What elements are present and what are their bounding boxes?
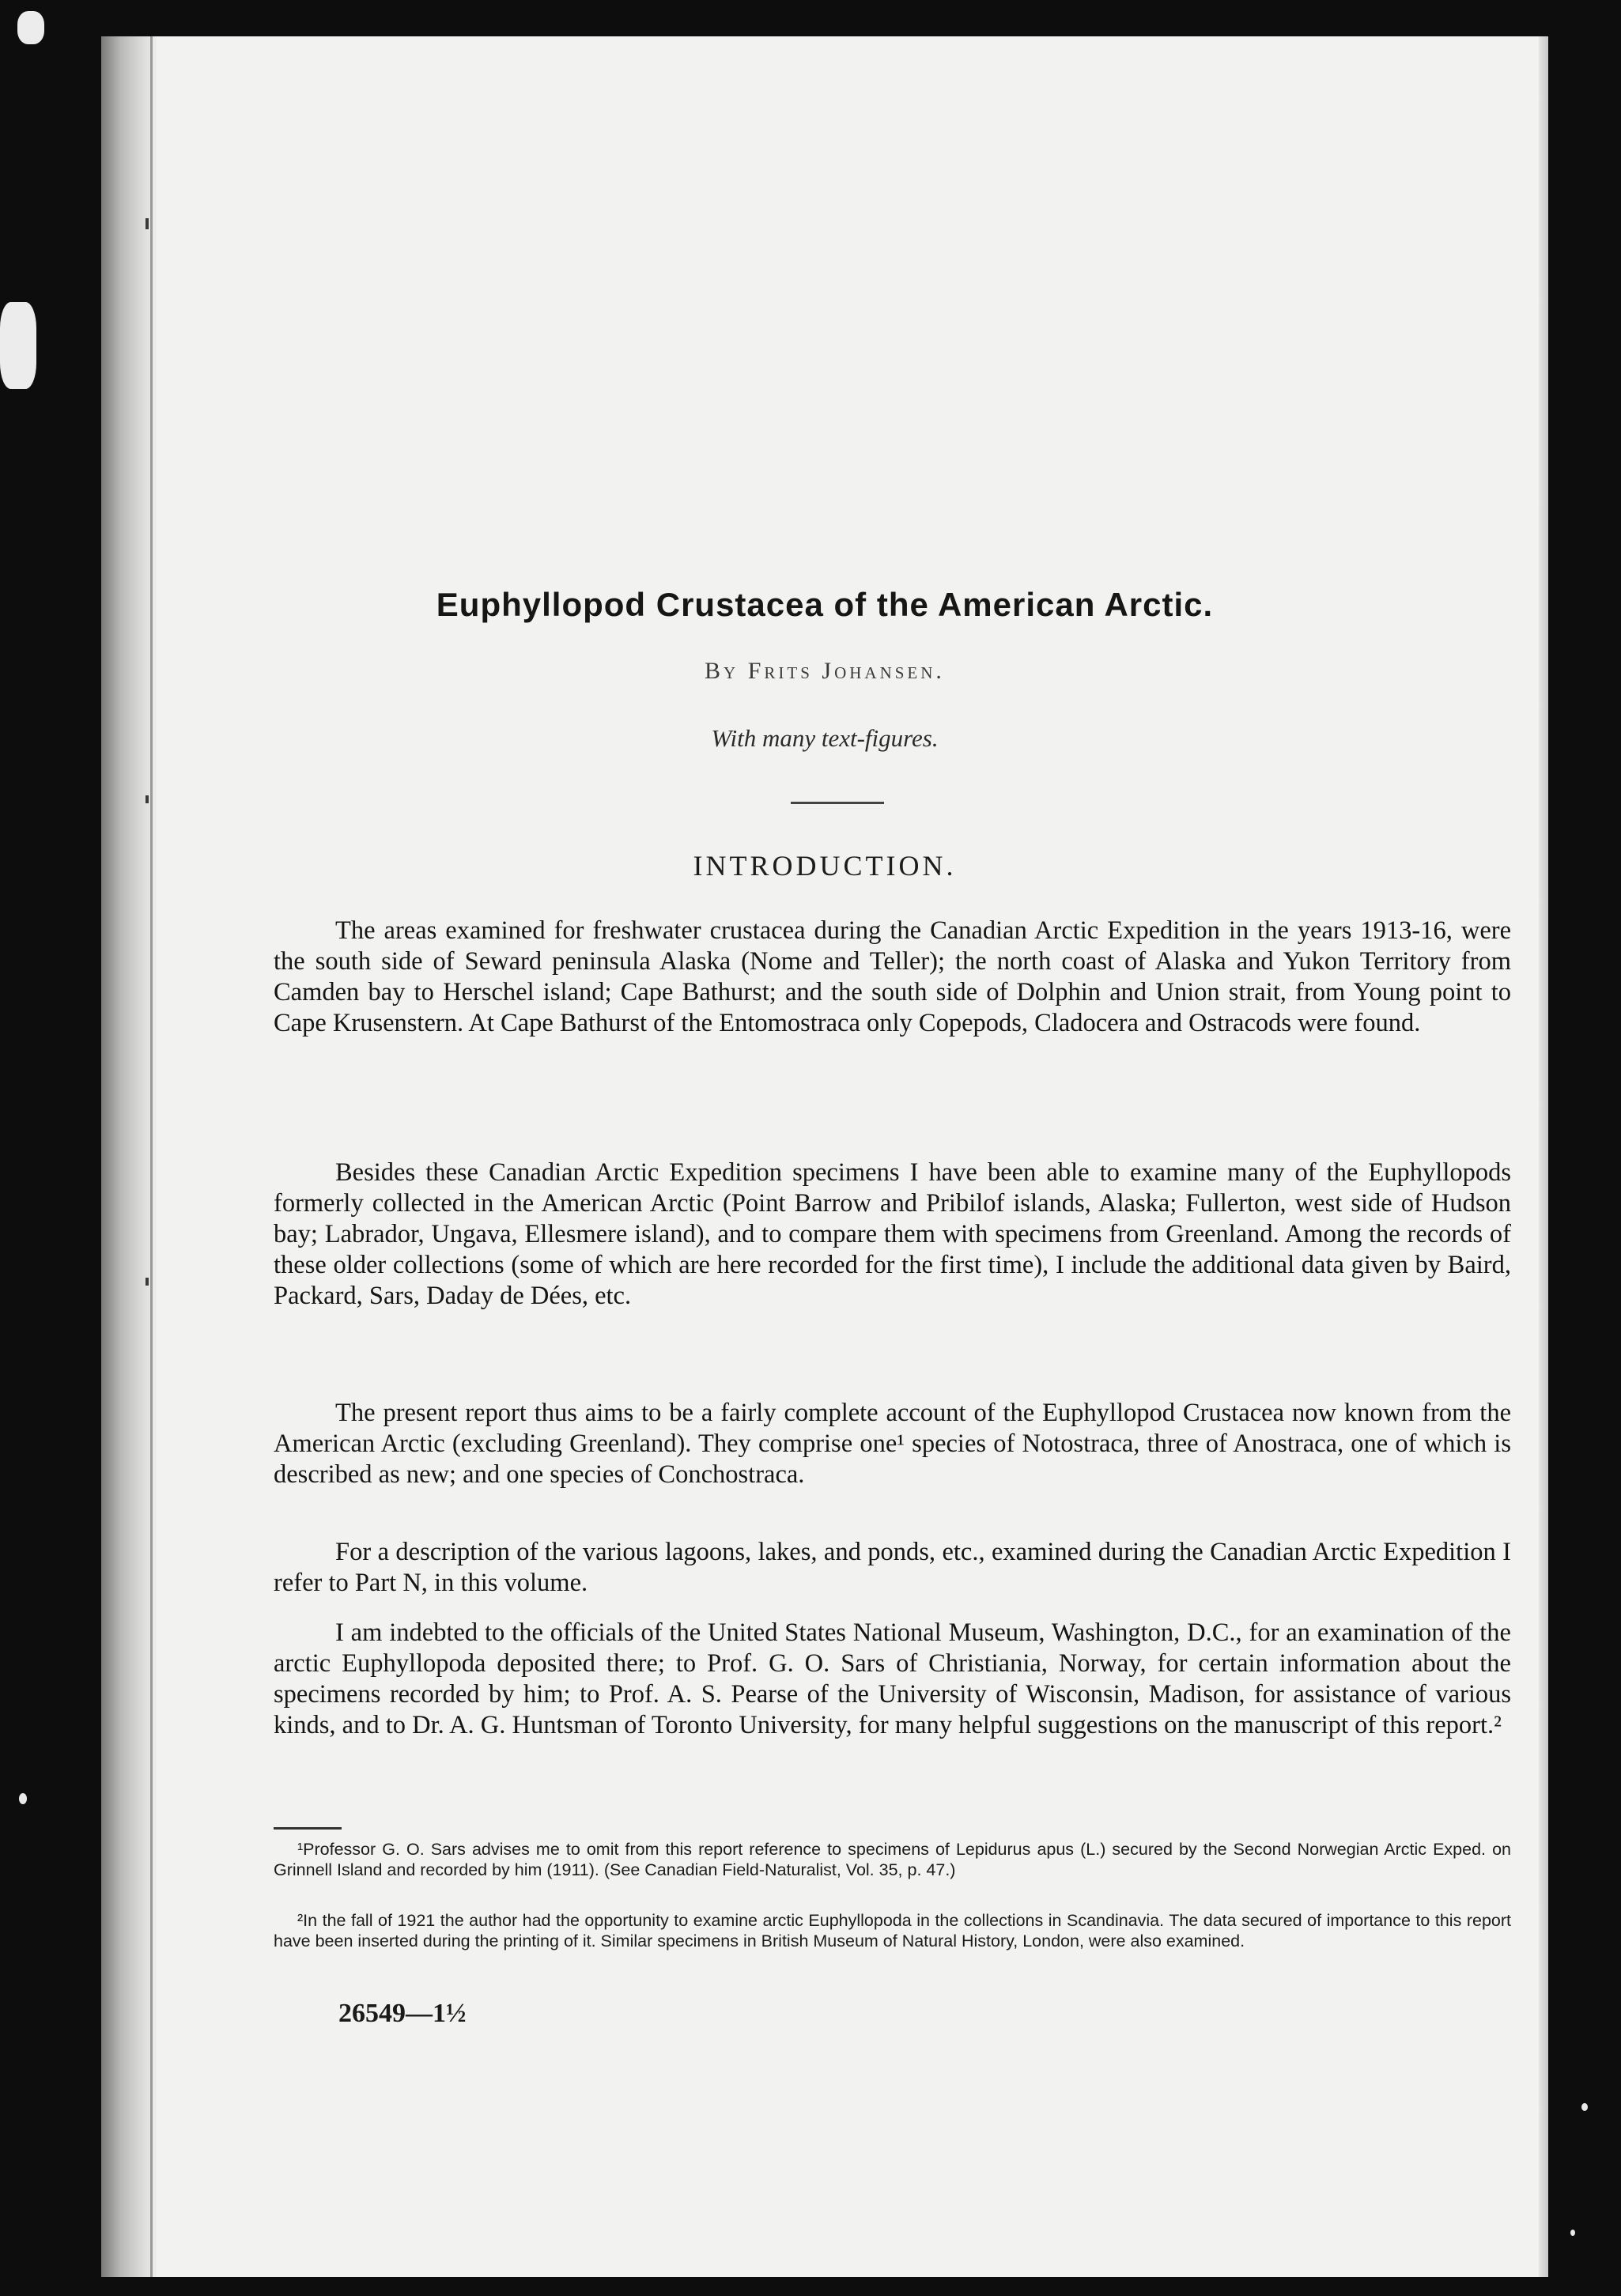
footnote-divider bbox=[274, 1827, 342, 1830]
scan-artifact-left-edge bbox=[0, 302, 36, 389]
scan-artifact-top-left bbox=[17, 11, 44, 44]
printer-signature-mark: 26549—1½ bbox=[338, 1999, 467, 2028]
paragraph-acknowledgements: I am indebted to the officials of the United States National Museum, Washington, D.C., for an examination of the arctic Euphyllopoda deposited there; to Prof. G. O. Sars of Christiania, Norway, for certain information about the specimens recorded by him; to Prof. A. S. Pearse of the University of Wisconsin, Madison, for assistance of various kinds, and to Dr. A. G. Huntsman of Toronto University, for many helpful suggestions on the manuscript of this report.² bbox=[274, 1618, 1511, 1739]
section-heading: INTRODUCTION. bbox=[693, 850, 957, 882]
author-byline: By Frits Johansen. bbox=[705, 658, 945, 684]
article-title: Euphyllopod Crustacea of the American Arctic. bbox=[436, 586, 1214, 623]
margin-mark bbox=[145, 1278, 149, 1286]
margin-mark bbox=[145, 795, 149, 803]
footnote-2: ²In the fall of 1921 the author had the opportunity to examine arctic Euphyllopoda in the collections in Scandinavia. The data secured of importance to this report have been inserted during the printing of it. Similar specimens in British Museum of Natural History, London, were also examined. bbox=[274, 1911, 1511, 1950]
paragraph-specimens: Besides these Canadian Arctic Expedition specimens I have been able to examine many of the Euphyllopods formerly collected in the American Arctic (Point Barrow and Pribilof islands, Alaska; Fullerton, west side of Hudson bay; Labrador, Ungava, Ellesmere island), and to compare them with specimens from Greenland. Among the records of these older collections (some of which are here recorded for the first time), I include the additional data given by Baird, Packard, Sars, Daday de Dées, etc. bbox=[274, 1158, 1511, 1310]
page-gutter-line bbox=[150, 36, 153, 2277]
scan-speck bbox=[1581, 2103, 1588, 2111]
scan-speck bbox=[19, 1793, 27, 1804]
document-page bbox=[101, 36, 1548, 2277]
page-gutter-shadow bbox=[101, 36, 157, 2277]
footnote-1: ¹Professor G. O. Sars advises me to omit from this report reference to specimens of Lepidurus apus (L.) secured by the Second Norwegian Arctic Exped. on Grinnell Island and recorded by him (1911). (See Canadian Field-Naturalist, Vol. 35, p. 47.) bbox=[274, 1840, 1511, 1879]
article-subtitle: With many text-figures. bbox=[711, 724, 939, 752]
paragraph-report-aims: The present report thus aims to be a fairly complete account of the Euphyllopod Crustacea now known from the American Arctic (excluding Greenland). They comprise one¹ species of Notostraca, three of Anostraca, one of which is described as new; and one species of Conchostraca. bbox=[274, 1399, 1511, 1489]
title-divider bbox=[791, 802, 884, 804]
paragraph-lagoons: For a description of the various lagoons, lakes, and ponds, etc., examined during the Canadian Arctic Expedition I refer to Part N, in this volume. bbox=[274, 1538, 1511, 1597]
paragraph-intro: The areas examined for freshwater crustacea during the Canadian Arctic Expedition in the years 1913-16, were the south side of Seward peninsula Alaska (Nome and Teller); the north coast of Alaska and Yukon Territory from Camden bay to Herschel island; Cape Bathurst; and the south side of Dolphin and Union strait, from Young point to Cape Krusenstern. At Cape Bathurst of the Entomostraca only Copepods, Cladocera and Ostracods were found. bbox=[274, 916, 1511, 1037]
page-right-edge bbox=[1539, 36, 1548, 2277]
scan-speck bbox=[1570, 2230, 1575, 2236]
margin-mark bbox=[145, 218, 149, 229]
